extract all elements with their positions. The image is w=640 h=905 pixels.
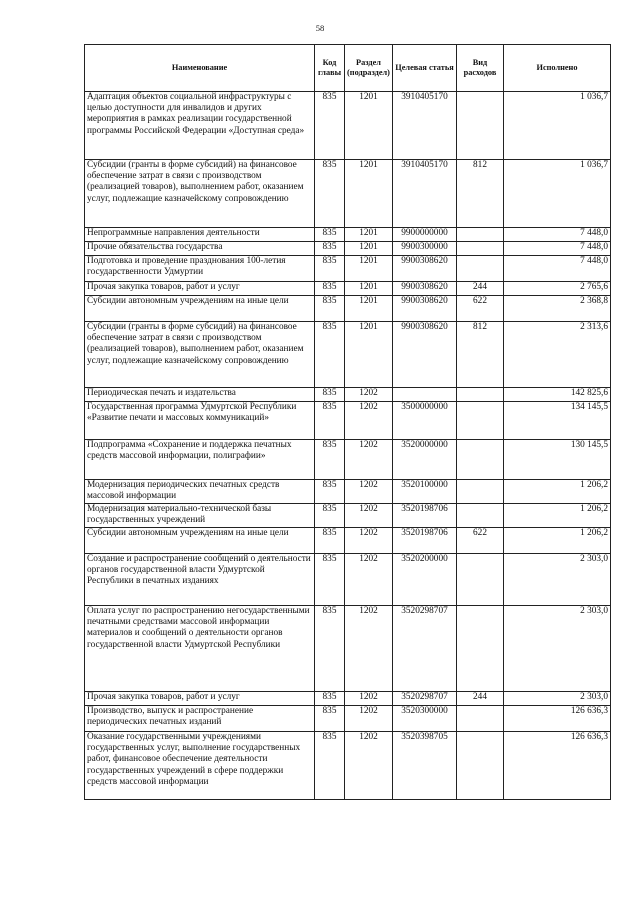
cell-section: 1202	[345, 554, 393, 606]
cell-section: 1202	[345, 606, 393, 692]
cell-section: 1201	[345, 256, 393, 282]
cell-type: 622	[457, 528, 504, 554]
header-target: Целевая статья	[393, 45, 457, 92]
cell-section: 1202	[345, 706, 393, 732]
cell-amount: 7 448,0	[504, 228, 611, 242]
cell-amount: 126 636,3	[504, 706, 611, 732]
header-name: Наименование	[85, 45, 315, 92]
budget-execution-table	[84, 44, 611, 800]
cell-amount: 126 636,3	[504, 732, 611, 800]
table-row	[85, 440, 611, 480]
cell-type	[457, 256, 504, 282]
table-row	[85, 706, 611, 732]
cell-code: 835	[315, 528, 345, 554]
cell-section: 1202	[345, 402, 393, 440]
cell-amount: 134 145,5	[504, 402, 611, 440]
cell-type	[457, 732, 504, 800]
cell-type	[457, 92, 504, 160]
table-row	[85, 692, 611, 706]
cell-target: 9900308620	[393, 322, 457, 388]
cell-amount: 1 036,7	[504, 160, 611, 228]
cell-target: 3520398705	[393, 732, 457, 800]
cell-type	[457, 706, 504, 732]
cell-section: 1201	[345, 322, 393, 388]
cell-target: 3910405170	[393, 160, 457, 228]
table-row	[85, 160, 611, 228]
cell-target: 3910405170	[393, 92, 457, 160]
cell-name: Производство, выпуск и распространение периодических печатных изданий	[85, 706, 315, 732]
header-code: Код главы	[315, 45, 345, 92]
cell-section: 1202	[345, 440, 393, 480]
cell-target: 3500000000	[393, 402, 457, 440]
cell-code: 835	[315, 732, 345, 800]
cell-name: Прочая закупка товаров, работ и услуг	[85, 692, 315, 706]
cell-name: Прочая закупка товаров, работ и услуг	[85, 282, 315, 296]
cell-name: Модернизация периодических печатных средств массовой информации	[85, 480, 315, 504]
cell-section: 1202	[345, 480, 393, 504]
cell-section: 1201	[345, 296, 393, 322]
cell-section: 1202	[345, 692, 393, 706]
cell-code: 835	[315, 402, 345, 440]
cell-name: Модернизация материально-технической базы государственных учреждений	[85, 504, 315, 528]
cell-code: 835	[315, 282, 345, 296]
cell-target: 3520200000	[393, 554, 457, 606]
cell-amount: 142 825,6	[504, 388, 611, 402]
cell-section: 1202	[345, 388, 393, 402]
cell-target: 3520298707	[393, 692, 457, 706]
header-type: Вид расходов	[457, 45, 504, 92]
cell-amount: 2 765,6	[504, 282, 611, 296]
cell-type: 244	[457, 282, 504, 296]
cell-code: 835	[315, 92, 345, 160]
header-executed: Исполнено	[504, 45, 611, 92]
cell-type	[457, 388, 504, 402]
cell-code: 835	[315, 256, 345, 282]
cell-section: 1201	[345, 282, 393, 296]
cell-amount: 2 303,0	[504, 692, 611, 706]
cell-amount: 2 303,0	[504, 554, 611, 606]
cell-code: 835	[315, 160, 345, 228]
header-section: Раздел (подраздел)	[345, 45, 393, 92]
table-row	[85, 504, 611, 528]
cell-code: 835	[315, 296, 345, 322]
table-header-row	[85, 45, 611, 92]
cell-amount: 2 313,6	[504, 322, 611, 388]
table-row	[85, 732, 611, 800]
cell-code: 835	[315, 242, 345, 256]
cell-name: Государственная программа Удмуртской Республики «Развитие печати и массовых коммуникаций»	[85, 402, 315, 440]
cell-name: Прочие обязательства государства	[85, 242, 315, 256]
cell-section: 1202	[345, 504, 393, 528]
cell-amount: 7 448,0	[504, 242, 611, 256]
table-row	[85, 480, 611, 504]
table-row	[85, 606, 611, 692]
cell-name: Подпрограмма «Сохранение и поддержка печатных средств массовой информации, полиграфии»	[85, 440, 315, 480]
cell-target: 9900308620	[393, 282, 457, 296]
cell-target: 3520300000	[393, 706, 457, 732]
cell-name: Субсидии автономным учреждениям на иные цели	[85, 296, 315, 322]
cell-code: 835	[315, 480, 345, 504]
cell-target: 3520198706	[393, 528, 457, 554]
cell-code: 835	[315, 388, 345, 402]
cell-target: 9900000000	[393, 228, 457, 242]
page-number: 58	[315, 23, 325, 33]
cell-code: 835	[315, 504, 345, 528]
table-row	[85, 402, 611, 440]
cell-section: 1201	[345, 228, 393, 242]
cell-code: 835	[315, 440, 345, 480]
cell-code: 835	[315, 706, 345, 732]
cell-type: 622	[457, 296, 504, 322]
cell-target	[393, 388, 457, 402]
cell-section: 1202	[345, 732, 393, 800]
table-row	[85, 296, 611, 322]
cell-type	[457, 402, 504, 440]
table-row	[85, 282, 611, 296]
cell-amount: 1 206,2	[504, 480, 611, 504]
cell-target: 3520198706	[393, 504, 457, 528]
cell-code: 835	[315, 322, 345, 388]
cell-amount: 130 145,5	[504, 440, 611, 480]
cell-amount: 2 368,8	[504, 296, 611, 322]
cell-code: 835	[315, 692, 345, 706]
cell-type: 244	[457, 692, 504, 706]
cell-type	[457, 440, 504, 480]
table-row	[85, 242, 611, 256]
cell-name: Субсидии (гранты в форме субсидий) на финансовое обеспечение затрат в связи с производством (реализацией товаров), выполнением работ, оказанием услуг, подлежащие казначейскому сопровождению	[85, 160, 315, 228]
cell-section: 1202	[345, 528, 393, 554]
cell-name: Непрограммные направления деятельности	[85, 228, 315, 242]
cell-name: Оказание государственными учреждениями государственных услуг, выполнение государственных работ, финансовое обеспечение деятельности государственных учреждений в сфере поддержки средств массовой информации	[85, 732, 315, 800]
cell-code: 835	[315, 228, 345, 242]
table-row	[85, 554, 611, 606]
cell-name: Субсидии автономным учреждениям на иные цели	[85, 528, 315, 554]
cell-name: Подготовка и проведение празднования 100-летия государственности Удмуртии	[85, 256, 315, 282]
table-body	[85, 92, 611, 800]
cell-section: 1201	[345, 160, 393, 228]
table-row	[85, 256, 611, 282]
cell-amount: 1 036,7	[504, 92, 611, 160]
cell-amount: 7 448,0	[504, 256, 611, 282]
cell-amount: 1 206,2	[504, 528, 611, 554]
cell-type: 812	[457, 160, 504, 228]
table-row	[85, 528, 611, 554]
table-row	[85, 92, 611, 160]
cell-type	[457, 242, 504, 256]
cell-section: 1201	[345, 92, 393, 160]
cell-name: Субсидии (гранты в форме субсидий) на финансовое обеспечение затрат в связи с производством (реализацией товаров), выполнением работ, оказанием услуг, подлежащие казначейскому сопровождению	[85, 322, 315, 388]
cell-type	[457, 606, 504, 692]
cell-target: 3520100000	[393, 480, 457, 504]
table-row	[85, 322, 611, 388]
cell-name: Периодическая печать и издательства	[85, 388, 315, 402]
cell-name: Создание и распространение сообщений о деятельности органов государственной власти Удмуртской Республики в печатных изданиях	[85, 554, 315, 606]
cell-target: 9900308620	[393, 296, 457, 322]
cell-type	[457, 480, 504, 504]
table-row	[85, 228, 611, 242]
cell-name: Оплата услуг по распространению негосударственными печатными средствами массовой информации материалов и сообщений о деятельности органов государственной власти Удмуртской Республики	[85, 606, 315, 692]
cell-name: Адаптация объектов социальной инфраструктуры с целью доступности для инвалидов и других мероприятия в рамках реализации государственной программы Российской Федерации «Доступная среда»	[85, 92, 315, 160]
cell-amount: 1 206,2	[504, 504, 611, 528]
table-row	[85, 388, 611, 402]
cell-type	[457, 554, 504, 606]
cell-target: 9900308620	[393, 256, 457, 282]
cell-type	[457, 504, 504, 528]
cell-section: 1201	[345, 242, 393, 256]
cell-amount: 2 303,0	[504, 606, 611, 692]
cell-code: 835	[315, 606, 345, 692]
cell-code: 835	[315, 554, 345, 606]
cell-type: 812	[457, 322, 504, 388]
cell-target: 9900300000	[393, 242, 457, 256]
cell-target: 3520298707	[393, 606, 457, 692]
cell-target: 3520000000	[393, 440, 457, 480]
cell-type	[457, 228, 504, 242]
